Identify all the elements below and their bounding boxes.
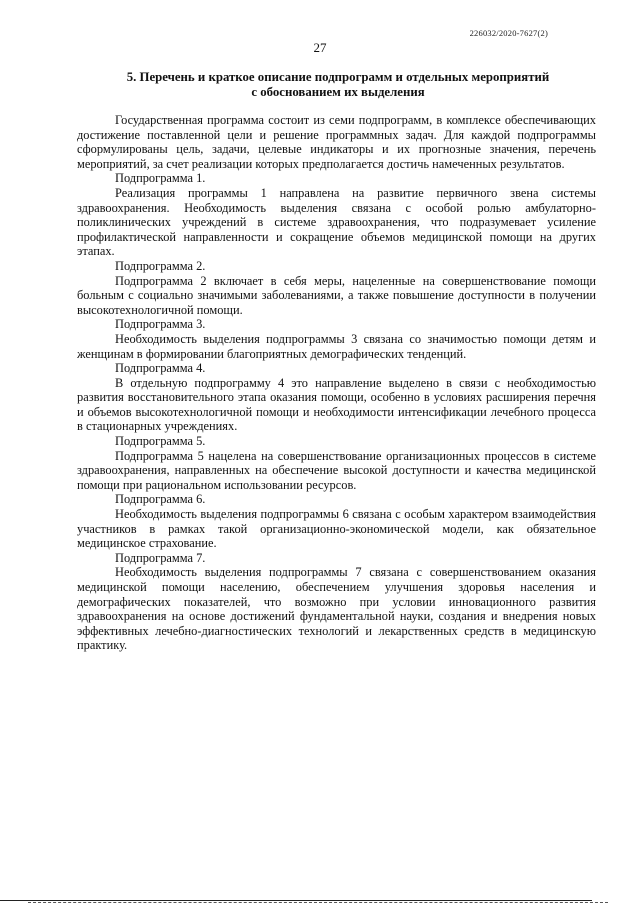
- document-registration-code: 226032/2020-7627(2): [469, 28, 548, 38]
- section-title: [78, 70, 598, 100]
- subprogram-3-text: Необходимость выделения подпрограммы 3 связана со значимостью помощи детям и женщинам в формировании благоприятных демографических тенденций.: [77, 331, 596, 361]
- intro-paragraph: Государственная программа состоит из семи подпрограмм, в комплексе обеспечивающих достижение поставленной цели и решение программных задач. Для каждой подпрограммы сформулированы цель, задачи, целевые индикаторы и их прогнозные значения, перечень мероприятий, за счет реализации которых предполагается достичь намеченных результатов.: [77, 113, 596, 171]
- footer-scan-line: [28, 902, 608, 903]
- subprogram-6-heading: Подпрограмма 6.: [115, 492, 206, 507]
- document-body: [77, 113, 596, 653]
- subprogram-2-heading: Подпрограмма 2.: [115, 258, 206, 273]
- page-number: 27: [313, 40, 327, 55]
- subprogram-1-heading: Подпрограмма 1.: [115, 171, 206, 186]
- subprogram-7-heading: Подпрограмма 7.: [115, 550, 206, 565]
- section-title-line-2: с обоснованием их выделения: [251, 85, 425, 99]
- subprogram-2-text: Подпрограмма 2 включает в себя меры, нацеленные на совершенствование помощи больным с социально значимыми заболеваниями, а также повышение доступности в получении высокотехнологичной помощи.: [77, 273, 596, 317]
- subprogram-5-heading: Подпрограмма 5.: [115, 434, 206, 449]
- subprogram-1-text: Реализация программы 1 направлена на развитие первичного звена системы здравоохранения. Необходимость выделения связана с особой ролью амбулаторно-поликлинических учреждений в системе здравоохранения, что подразумевает усиление профилактической направленности и сокращение объемов медицинской помощи на других этапах.: [77, 185, 596, 259]
- section-title-line-1: 5. Перечень и краткое описание подпрограмм и отдельных мероприятий: [126, 70, 550, 84]
- subprogram-7-text: Необходимость выделения подпрограммы 7 связана с совершенствованием оказания медицинской помощи населению, обеспечением улучшения здоровья населения и демографических показателей, что возможно при условии инновационного развития здравоохранения на основе достижений фундаментальной науки, создания и внедрения новых эффективных лечебно-диагностических технологий и лекарственных средств в медицинскую практику.: [77, 565, 596, 653]
- subprogram-6-text: Необходимость выделения подпрограммы 6 связана с особым характером взаимодействия участников в рамках такой организационно-экономической модели, как обязательное медицинское страхование.: [77, 507, 596, 551]
- subprogram-3-heading: Подпрограмма 3.: [115, 317, 206, 332]
- subprogram-5-text: Подпрограмма 5 нацелена на совершенствование организационных процессов в системе здравоохранения, направленных на обеспечение высокой доступности и качества медицинской помощи при рациональном использовании ресурсов.: [77, 448, 596, 492]
- footer-rule: [0, 900, 592, 901]
- subprogram-4-heading: Подпрограмма 4.: [115, 361, 206, 376]
- subprogram-4-text: В отдельную подпрограмму 4 это направление выделено в связи с необходимостью развития восстановительного этапа оказания помощи, особенно в условиях расширения перечня и объемов высокотехнологичной помощи и необходимости интенсификации лечебного процесса в стационарных учреждениях.: [77, 375, 596, 434]
